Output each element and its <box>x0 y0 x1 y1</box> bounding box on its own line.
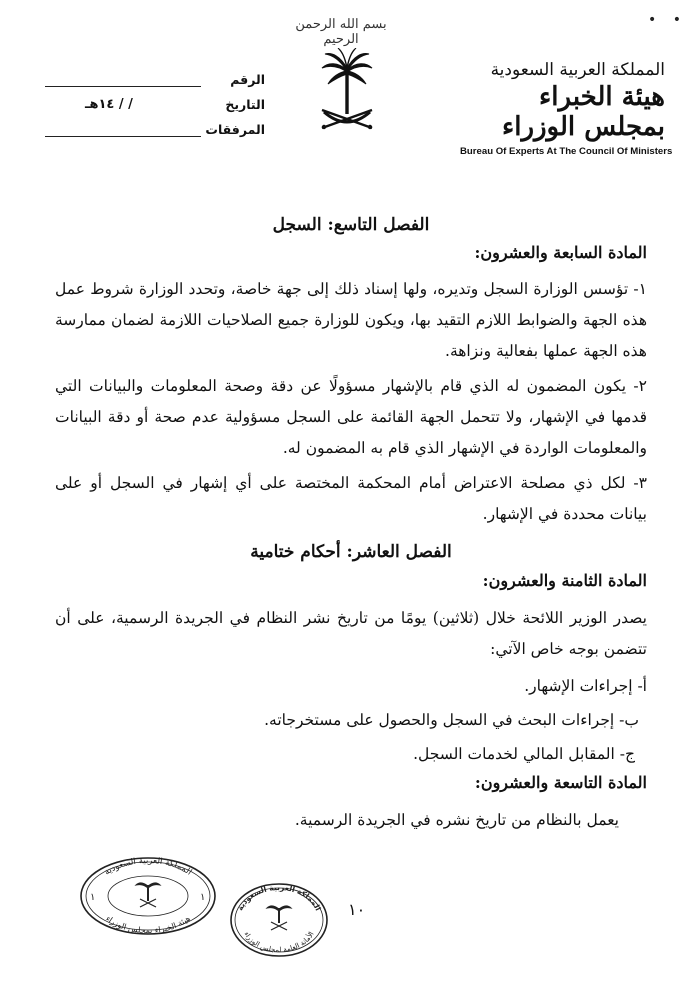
bureau-of-experts-seal <box>78 855 218 937</box>
chapter-9-title: الفصل التاسع: السجل <box>272 215 430 235</box>
ref-attachments-label: المرفقات <box>205 122 265 137</box>
seal-2-top-text: المملكة العربية السعودية <box>235 882 323 913</box>
ref-number-field <box>45 71 201 87</box>
seal-1-emblem-icon <box>136 883 160 907</box>
basmala: بسم الله الرحمن الرحيم <box>295 17 387 47</box>
article-28-intro: يصدر الوزير اللائحة خلال (ثلاثين) يومًا من تاريخ نشر النظام في الجريدة الرسمية، على أن تتضمن بوجه خاص الآتي: <box>55 609 647 658</box>
corner-dots: • • <box>648 12 687 28</box>
svg-text:المملكة العربية السعودية <box>235 883 322 912</box>
svg-text:المملكة العربية السعودية <box>103 856 194 878</box>
organization-header <box>460 60 673 157</box>
org-english-name: Bureau Of Experts At The Council Of Ministers <box>460 146 673 157</box>
org-arabic-name: هيئة الخبراء بمجلس الوزراء <box>502 82 665 142</box>
seal-1-top-text: المملكة العربية السعودية <box>102 855 194 878</box>
seal-1-left-number: ١ <box>90 892 96 903</box>
article-27-paragraph-1: ١- تؤسس الوزارة السجل وتديره، ولها إسناد ذلك إلى جهة خاصة، وتحدد الوزارة شروط عمل هذه الجهة والضوابط اللازم التقيد بها، ويكون للوزارة جميع الصلاحيات اللازمة لضمان ممارسة هذه الجهة عملها بفعالية ونزاهة. <box>55 280 647 360</box>
article-28-item-b: ب- إجراءات البحث في السجل والحصول على مستخرجاته. <box>264 711 639 729</box>
article-28-item-c: ج- المقابل المالي لخدمات السجل. <box>413 745 635 763</box>
ref-number-label: الرقم <box>230 72 265 87</box>
article-28-heading: المادة الثامنة والعشرون: <box>482 571 647 590</box>
reference-block <box>45 62 265 137</box>
org-country-name: المملكة العربية السعودية <box>490 60 665 80</box>
article-27-heading: المادة السابعة والعشرون: <box>474 243 647 262</box>
seal-2-bottom-text: الأمانة العامة لمجلس الوزراء <box>242 930 316 955</box>
seal-2-emblem-icon <box>267 906 291 930</box>
ref-attachments-row <box>45 112 265 137</box>
article-29-heading: المادة التاسعة والعشرون: <box>474 773 647 792</box>
article-29-text: يعمل بالنظام من تاريخ نشره في الجريدة الرسمية. <box>294 811 619 829</box>
ref-attachments-field <box>45 121 201 137</box>
article-28-item-a: أ- إجراءات الإشهار. <box>524 677 647 695</box>
ref-date-label: التاريخ <box>225 97 265 112</box>
ref-date-row <box>45 87 265 112</box>
page-number: ١٠ <box>348 900 366 919</box>
chapter-10-title: الفصل العاشر: أحكام ختامية <box>250 542 452 562</box>
svg-text:هيئة الخبراء بمجلس الوزراء <box>104 914 192 935</box>
palm-and-swords-emblem-icon <box>318 48 376 136</box>
general-secretariat-seal <box>228 880 330 960</box>
seal-1-right-number: ١ <box>200 892 206 903</box>
seal-1-bottom-text: هيئة الخبراء بمجلس الوزراء <box>104 913 192 936</box>
article-27-paragraph-3: ٣- لكل ذي مصلحة الاعتراض أمام المحكمة المختصة على أي إشهار في السجل أو على بيانات محددة في الإشهار. <box>55 474 647 523</box>
ref-date-value: / / ١٤هـ <box>85 97 133 112</box>
article-27-paragraph-2: ٢- يكون المضمون له الذي قام بالإشهار مسؤولًا عن دقة وصحة المعلومات والبيانات التي قدمها في الإشهار، ولا تتحمل الجهة القائمة على السجل مسؤولية عدم صحة أو دقة البيانات والمعلومات الواردة في الإشهار الذي قام به المضمون له. <box>55 377 647 457</box>
ref-number-row <box>45 62 265 87</box>
